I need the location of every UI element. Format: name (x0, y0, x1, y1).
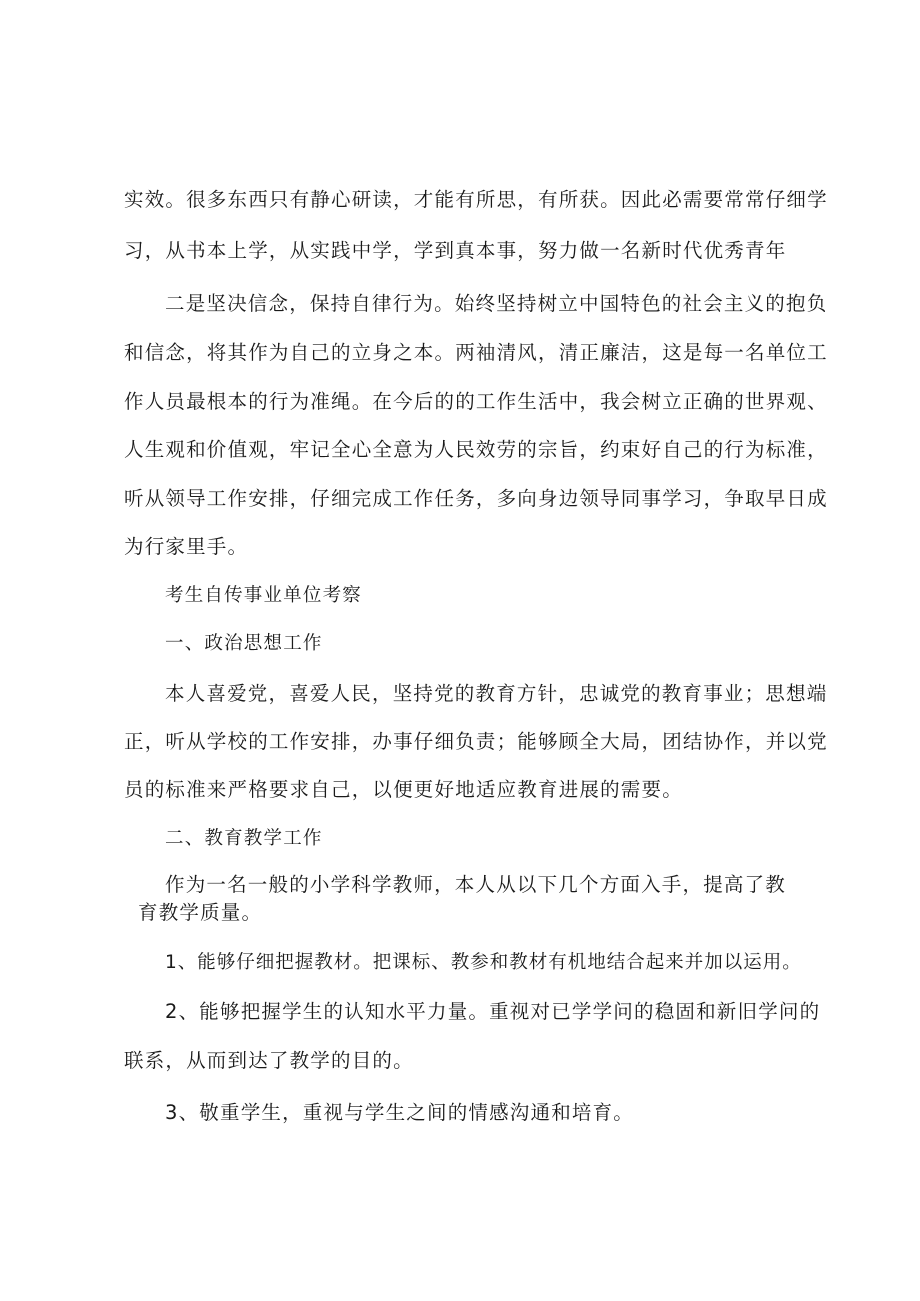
document-title: 考生自传事业单位考察 (165, 585, 363, 606)
paragraph-line: 人生观和价值观，牢记全心全意为人民效劳的宗旨，约束好自己的行为标准， (124, 438, 828, 461)
paragraph-line: 本人喜爱党，喜爱人民，坚持党的教育方针，忠诚党的教育事业；思想端 (165, 682, 828, 705)
list-item: 2、能够把握学生的认知水平力量。重视对已学学问的稳固和新旧学问的 (165, 1000, 821, 1023)
list-item: 3、敬重学生，重视与学生之间的情感沟通和培育。 (165, 1101, 635, 1124)
paragraph-line: 作为一名一般的小学科学教师，本人从以下几个方面入手，提高了教 (165, 873, 787, 896)
section-heading: 二、教育教学工作 (165, 828, 323, 849)
paragraph-line: 联系，从而到达了教学的目的。 (124, 1049, 414, 1072)
paragraph-line: 作人员最根本的行为准绳。在今后的的工作生活中，我会树立正确的世界观、 (124, 390, 828, 413)
paragraph-line: 员的标准来严格要求自己，以便更好地适应教育进展的需要。 (124, 778, 683, 801)
paragraph-line: 二是坚决信念，保持自律行为。始终坚持树立中国特色的社会主义的抱负 (165, 292, 828, 315)
paragraph-line: 为行家里手。 (124, 535, 249, 558)
paragraph-line: 育教学质量。 (138, 901, 263, 924)
paragraph-line: 实效。很多东西只有静心研读，才能有所思，有所获。因此必需要常常仔细学 (124, 188, 828, 211)
section-heading: 一、政治思想工作 (165, 633, 323, 654)
paragraph-line: 习，从书本上学，从实践中学，学到真本事，努力做一名新时代优秀青年 (124, 239, 787, 262)
paragraph-line: 听从领导工作安排，仔细完成工作任务，多向身边领导同事学习，争取早日成 (124, 487, 828, 510)
paragraph-line: 和信念，将其作为自己的立身之本。两袖清风，清正廉洁，这是每一名单位工 (124, 341, 828, 364)
paragraph-line: 正，听从学校的工作安排，办事仔细负责；能够顾全大局，团结协作，并以党 (124, 730, 828, 753)
list-item: 1、能够仔细把握教材。把课标、教参和教材有机地结合起来并加以运用。 (165, 952, 802, 973)
